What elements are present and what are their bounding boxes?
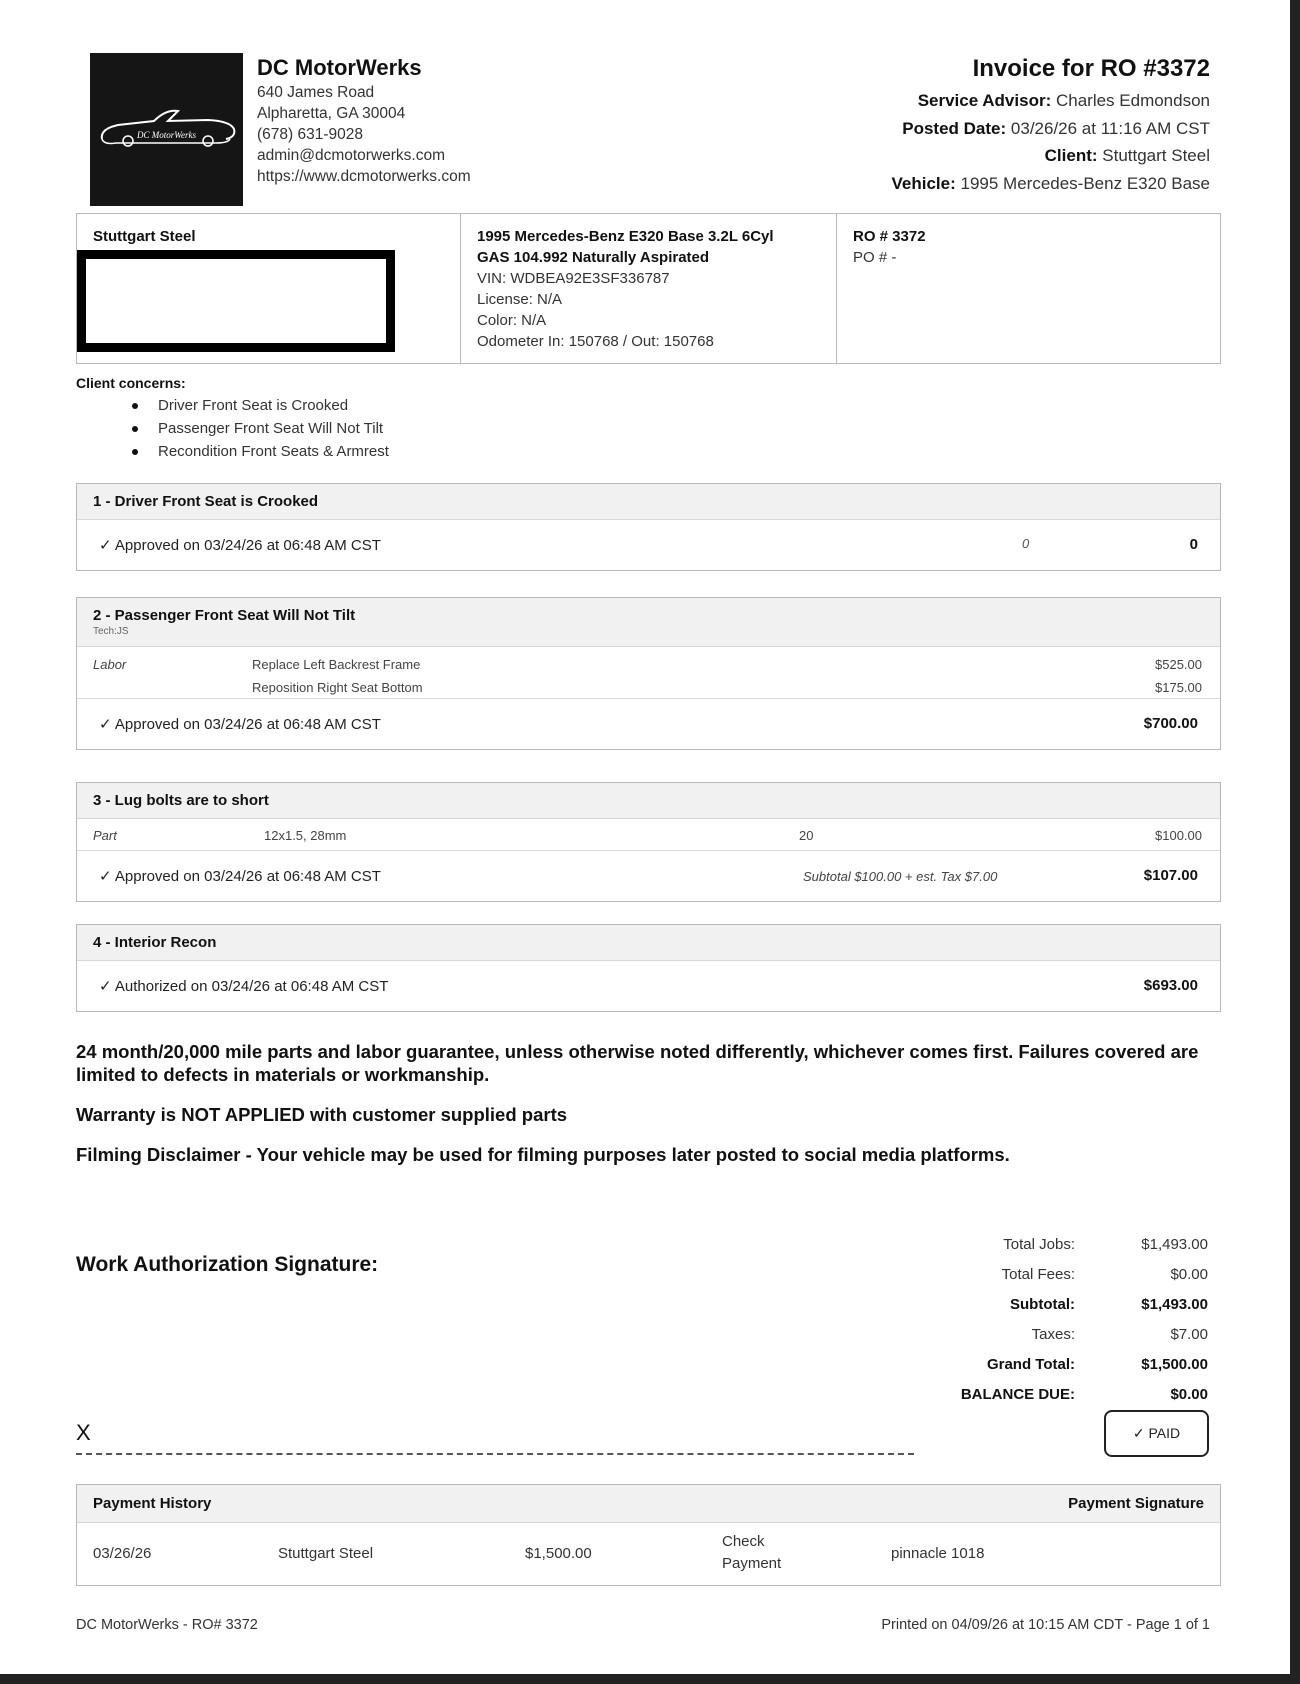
company-logo bbox=[90, 53, 243, 206]
grand-total-row: Grand Total: $1,500.00 bbox=[986, 1356, 1208, 1373]
job-title: 3 - Lug bolts are to short bbox=[77, 783, 1220, 819]
vehicle-odometer: Odometer In: 150768 / Out: 150768 bbox=[477, 333, 714, 350]
posted-date: Posted Date: 03/26/26 at 11:16 AM CST bbox=[902, 118, 1210, 138]
labor-lines bbox=[77, 647, 1220, 699]
client-name: Stuttgart Steel bbox=[93, 228, 196, 245]
company-phone: (678) 631-9028 bbox=[257, 126, 363, 143]
job-total: 0 bbox=[1189, 536, 1198, 553]
job-3 bbox=[76, 782, 1221, 902]
concerns-label: Client concerns: bbox=[76, 375, 186, 391]
part-desc: 12x1.5, 28mm bbox=[264, 828, 347, 843]
company-website[interactable]: https://www.dcmotorwerks.com bbox=[257, 168, 471, 185]
job-title: 1 - Driver Front Seat is Crooked bbox=[77, 484, 1220, 520]
invoice-title: Invoice for RO #3372 bbox=[972, 55, 1210, 82]
ro-column bbox=[837, 214, 1220, 363]
job-4 bbox=[76, 924, 1221, 1012]
job-status: ✓ Approved on 03/24/26 at 06:48 AM CST bbox=[99, 716, 381, 733]
signature-label: Work Authorization Signature: bbox=[76, 1253, 379, 1276]
job-title: 2 - Passenger Front Seat Will Not Tilt bbox=[93, 607, 356, 624]
job-status: ✓ Approved on 03/24/26 at 06:48 AM CST bbox=[99, 537, 381, 554]
job-footer bbox=[77, 520, 1220, 570]
company-city: Alpharetta, GA 30004 bbox=[257, 105, 406, 122]
footer-ro: DC MotorWerks - RO# 3372 bbox=[76, 1617, 258, 1633]
part-amount: $100.00 bbox=[1155, 828, 1202, 843]
subtotal-row: Subtotal: $1,493.00 bbox=[1010, 1296, 1208, 1313]
vehicle-license: License: N/A bbox=[477, 291, 563, 308]
footer-printed: Printed on 04/09/26 at 10:15 AM CDT - Page 1 of 1 bbox=[881, 1617, 1210, 1633]
concerns-list bbox=[132, 394, 389, 463]
labor-desc: Reposition Right Seat Bottom bbox=[252, 680, 423, 695]
job-total: $107.00 bbox=[1143, 867, 1198, 884]
job-status: ✓ Authorized on 03/24/26 at 06:48 AM CST bbox=[99, 978, 389, 995]
company-email[interactable]: admin@dcmotorwerks.com bbox=[257, 147, 446, 164]
signature-x: X bbox=[76, 1420, 91, 1445]
paid-badge: ✓ PAID bbox=[1104, 1410, 1209, 1457]
payment-signature-title: Payment Signature bbox=[1068, 1495, 1204, 1512]
job-status: ✓ Approved on 03/24/26 at 06:48 AM CST bbox=[99, 868, 381, 885]
guarantee-text: 24 month/20,000 mile parts and labor guarantee, unless otherwise noted differently, whichever comes first. Failures covered are limited to defects in materials or workmanship. bbox=[76, 1041, 1199, 1085]
part-line bbox=[77, 819, 1220, 851]
client: Client: Stuttgart Steel bbox=[1044, 146, 1210, 165]
table-row bbox=[77, 1523, 1220, 1585]
job-total: $700.00 bbox=[1143, 715, 1198, 732]
payment-history-title: Payment History bbox=[93, 1495, 212, 1512]
info-box bbox=[76, 213, 1221, 364]
vehicle-color: Color: N/A bbox=[477, 312, 547, 329]
po-number: PO # - bbox=[853, 249, 897, 266]
filming-disclaimer: Filming Disclaimer - Your vehicle may be used for filming purposes later posted to social media platforms. bbox=[76, 1144, 1010, 1165]
payment-method-line2: Payment bbox=[722, 1555, 782, 1572]
job-footer bbox=[77, 961, 1220, 1011]
warranty-not-applied: Warranty is NOT APPLIED with customer supplied parts bbox=[76, 1104, 568, 1125]
convertible-car-icon bbox=[96, 101, 237, 151]
vehicle: Vehicle: 1995 Mercedes-Benz E320 Base bbox=[891, 173, 1210, 193]
job-mid-value: 0 bbox=[1022, 536, 1030, 551]
list-item: Driver Front Seat is Crooked bbox=[132, 394, 389, 417]
part-label: Part bbox=[93, 828, 117, 843]
job-subtotal: Subtotal $100.00 + est. Tax $7.00 bbox=[803, 869, 998, 884]
job-1 bbox=[76, 483, 1221, 571]
ro-number: RO # 3372 bbox=[853, 228, 926, 245]
job-total: $693.00 bbox=[1143, 977, 1198, 994]
payment-date: 03/26/26 bbox=[93, 1545, 152, 1562]
list-item: Recondition Front Seats & Armrest bbox=[132, 440, 389, 463]
company-address: 640 James Road bbox=[257, 84, 375, 101]
invoice-header bbox=[892, 54, 1211, 197]
vehicle-vin: VIN: WDBEA92E3SF336787 bbox=[477, 270, 670, 287]
warranty-text bbox=[76, 1040, 1226, 1183]
client-column bbox=[77, 214, 461, 363]
vehicle-column bbox=[461, 214, 837, 363]
list-item: Passenger Front Seat Will Not Tilt bbox=[132, 417, 389, 440]
job-footer bbox=[77, 851, 1220, 901]
logo-text: DC MotorWerks bbox=[137, 130, 196, 140]
job-footer bbox=[77, 699, 1220, 749]
job-title: 4 - Interior Recon bbox=[77, 925, 1220, 961]
job-2 bbox=[76, 597, 1221, 750]
payment-amount: $1,500.00 bbox=[525, 1545, 592, 1562]
redacted-address-box bbox=[77, 250, 395, 352]
payment-client: Stuttgart Steel bbox=[278, 1545, 374, 1562]
totals-summary bbox=[875, 1230, 1208, 1410]
part-qty: 20 bbox=[799, 828, 814, 843]
job-tech: Tech:JS bbox=[93, 626, 129, 637]
labor-label: Labor bbox=[93, 657, 127, 672]
payment-history-header bbox=[77, 1485, 1220, 1523]
total-fees-row: Total Fees: $0.00 bbox=[1001, 1266, 1208, 1283]
payment-method-line1: Check bbox=[722, 1533, 765, 1550]
labor-desc: Replace Left Backrest Frame bbox=[252, 657, 421, 672]
vehicle-line2: GAS 104.992 Naturally Aspirated bbox=[477, 249, 710, 266]
taxes-row: Taxes: $7.00 bbox=[1031, 1326, 1208, 1343]
balance-due-row: BALANCE DUE: $0.00 bbox=[960, 1386, 1208, 1403]
company-info bbox=[257, 54, 471, 187]
service-advisor: Service Advisor: Charles Edmondson bbox=[917, 91, 1210, 110]
payment-history bbox=[76, 1484, 1221, 1586]
labor-amount: $175.00 bbox=[1155, 680, 1202, 695]
payment-reference: pinnacle 1018 bbox=[891, 1545, 985, 1562]
job-header bbox=[77, 598, 1220, 647]
labor-amount: $525.00 bbox=[1155, 657, 1202, 672]
client-concerns bbox=[76, 375, 389, 463]
vehicle-line1: 1995 Mercedes-Benz E320 Base 3.2L 6Cyl bbox=[477, 228, 774, 245]
signature-line[interactable] bbox=[76, 1453, 914, 1455]
company-name: DC MotorWerks bbox=[257, 55, 422, 80]
total-jobs-row: Total Jobs: $1,493.00 bbox=[1003, 1236, 1208, 1253]
